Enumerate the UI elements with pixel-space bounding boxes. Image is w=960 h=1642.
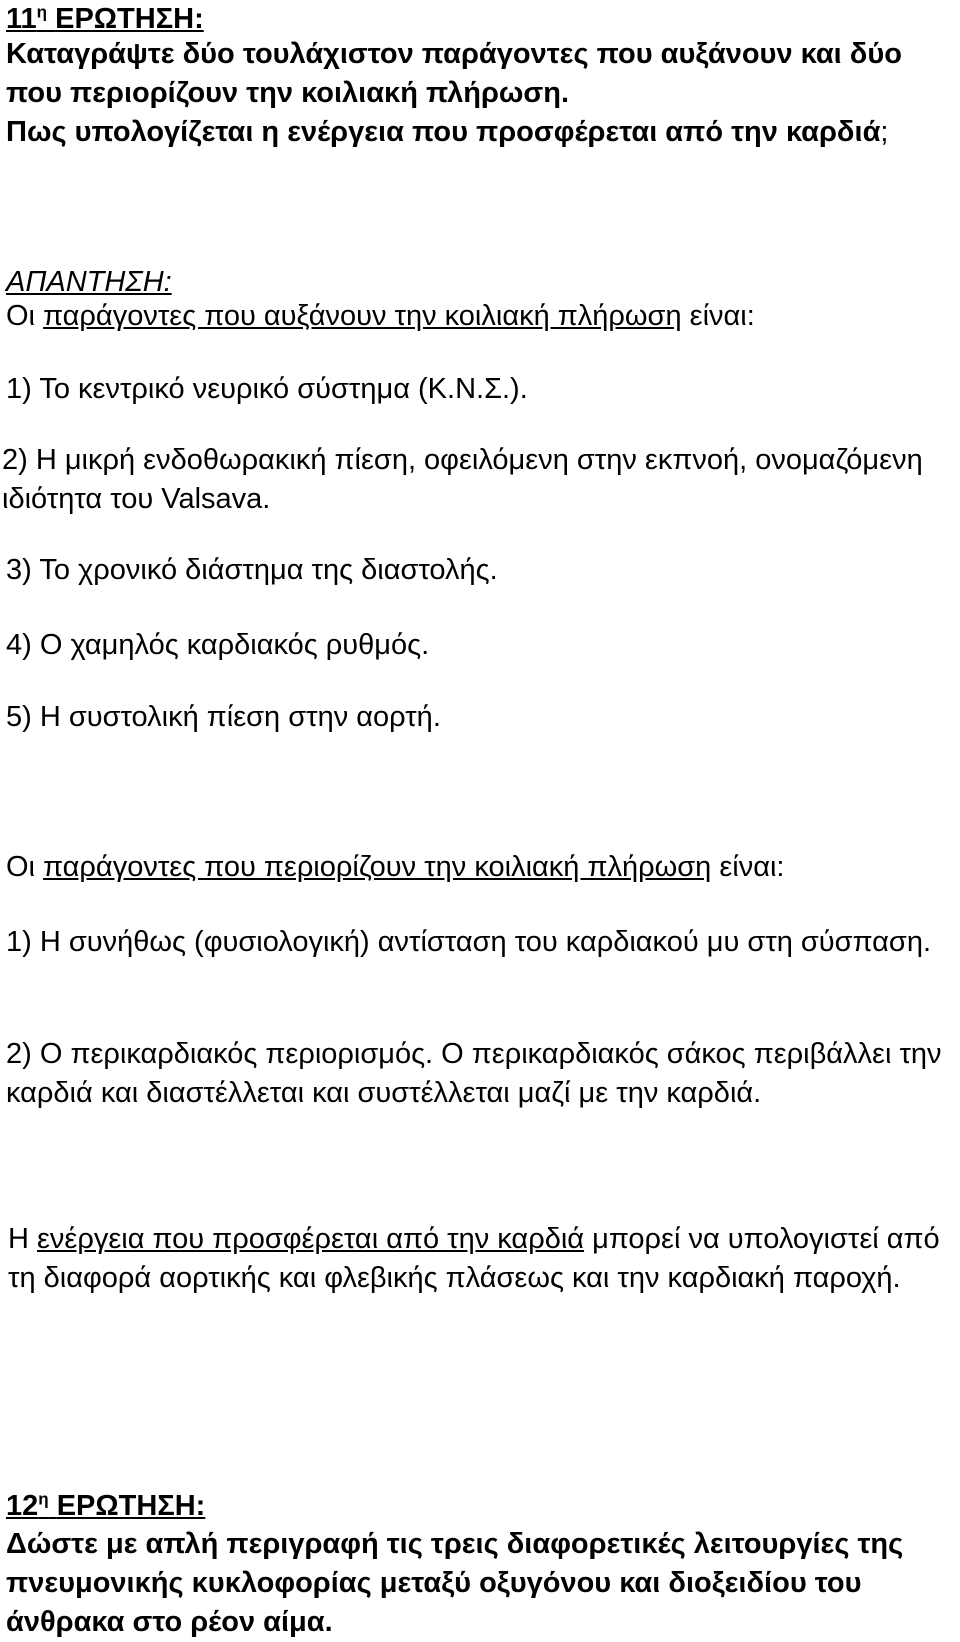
q11-sup: η — [36, 2, 48, 22]
energy-post: μπορεί να υπολογιστεί από τη διαφορά αορτικής και φλεβικής πλάσεως και την καρδιακή παροχή. — [8, 1223, 940, 1294]
q12-text: Δώστε με απλή περιγραφή τις τρεις διαφορετικές λειτουργίες της πνευμονικής κυκλοφορίας μεταξύ οξυγόνου και διοξειδίου του άνθρακα στο ρέον αίμα. — [6, 1528, 904, 1638]
increase-item-3: 3) Το χρονικό διάστημα της διαστολής. — [6, 554, 498, 586]
q12-sup: η — [38, 1489, 49, 1509]
increase-intro — [6, 297, 956, 336]
increase-intro-post: είναι: — [681, 300, 755, 332]
limit-item-2: 2) Ο περικαρδιακός περιορισμός. Ο περικαρδιακός σάκος περιβάλλει την καρδιά και διαστέλλεται και συστέλλεται μαζί με την καρδιά. — [6, 1038, 942, 1109]
q11-line2-main: Πως υπολογίζεται η ενέργεια που προσφέρεται από την καρδιά — [6, 116, 881, 148]
limit-intro-post: είναι: — [711, 851, 785, 883]
increase-intro-pre: Οι — [6, 300, 44, 332]
answer-label: ΑΠΑΝΤΗΣΗ: — [6, 266, 172, 298]
limit-intro-link: παράγοντες που περιορίζουν την κοιλιακή πλήρωση — [43, 851, 712, 883]
q11-line1: Καταγράψτε δύο τουλάχιστον παράγοντες που αυξάνουν και δύο που περιορίζουν την κοιλιακή πλήρωση. — [6, 38, 902, 109]
increase-intro-link: παράγοντες που αυξάνουν την κοιλιακή πλήρωση — [43, 300, 682, 332]
q11-title: ΕΡΩΤΗΣΗ: — [55, 3, 204, 35]
q12-title: ΕΡΩΤΗΣΗ: — [56, 1490, 206, 1522]
q11-line2-end: ; — [880, 116, 889, 148]
energy-link: ενέργεια που προσφέρεται από την καρδιά — [37, 1223, 585, 1255]
increase-item-1: 1) Το κεντρικό νευρικό σύστημα (Κ.Ν.Σ.). — [6, 373, 528, 405]
limit-intro-pre: Οι — [6, 851, 44, 883]
q12-heading — [6, 1487, 205, 1526]
increase-item-2: 2) Η μικρή ενδοθωρακική πίεση, οφειλόμενη στην εκπνοή, ονομαζόμενη ιδιότητα του Valsava. — [2, 444, 923, 515]
increase-item-5: 5) Η συστολική πίεση στην αορτή. — [6, 701, 441, 733]
limit-item-1: 1) Η συνήθως (φυσιολογική) αντίσταση του καρδιακού μυ στη σύσπαση. — [6, 926, 932, 958]
q11-line2 — [6, 113, 956, 152]
energy-pre: Η — [8, 1223, 37, 1255]
q11-number: 11 — [6, 3, 37, 35]
q11-heading — [6, 0, 204, 39]
increase-item-4: 4) Ο χαμηλός καρδιακός ρυθμός. — [6, 629, 430, 661]
q12-number: 12 — [6, 1490, 39, 1522]
energy-paragraph — [8, 1220, 956, 1298]
limit-intro — [6, 848, 956, 887]
